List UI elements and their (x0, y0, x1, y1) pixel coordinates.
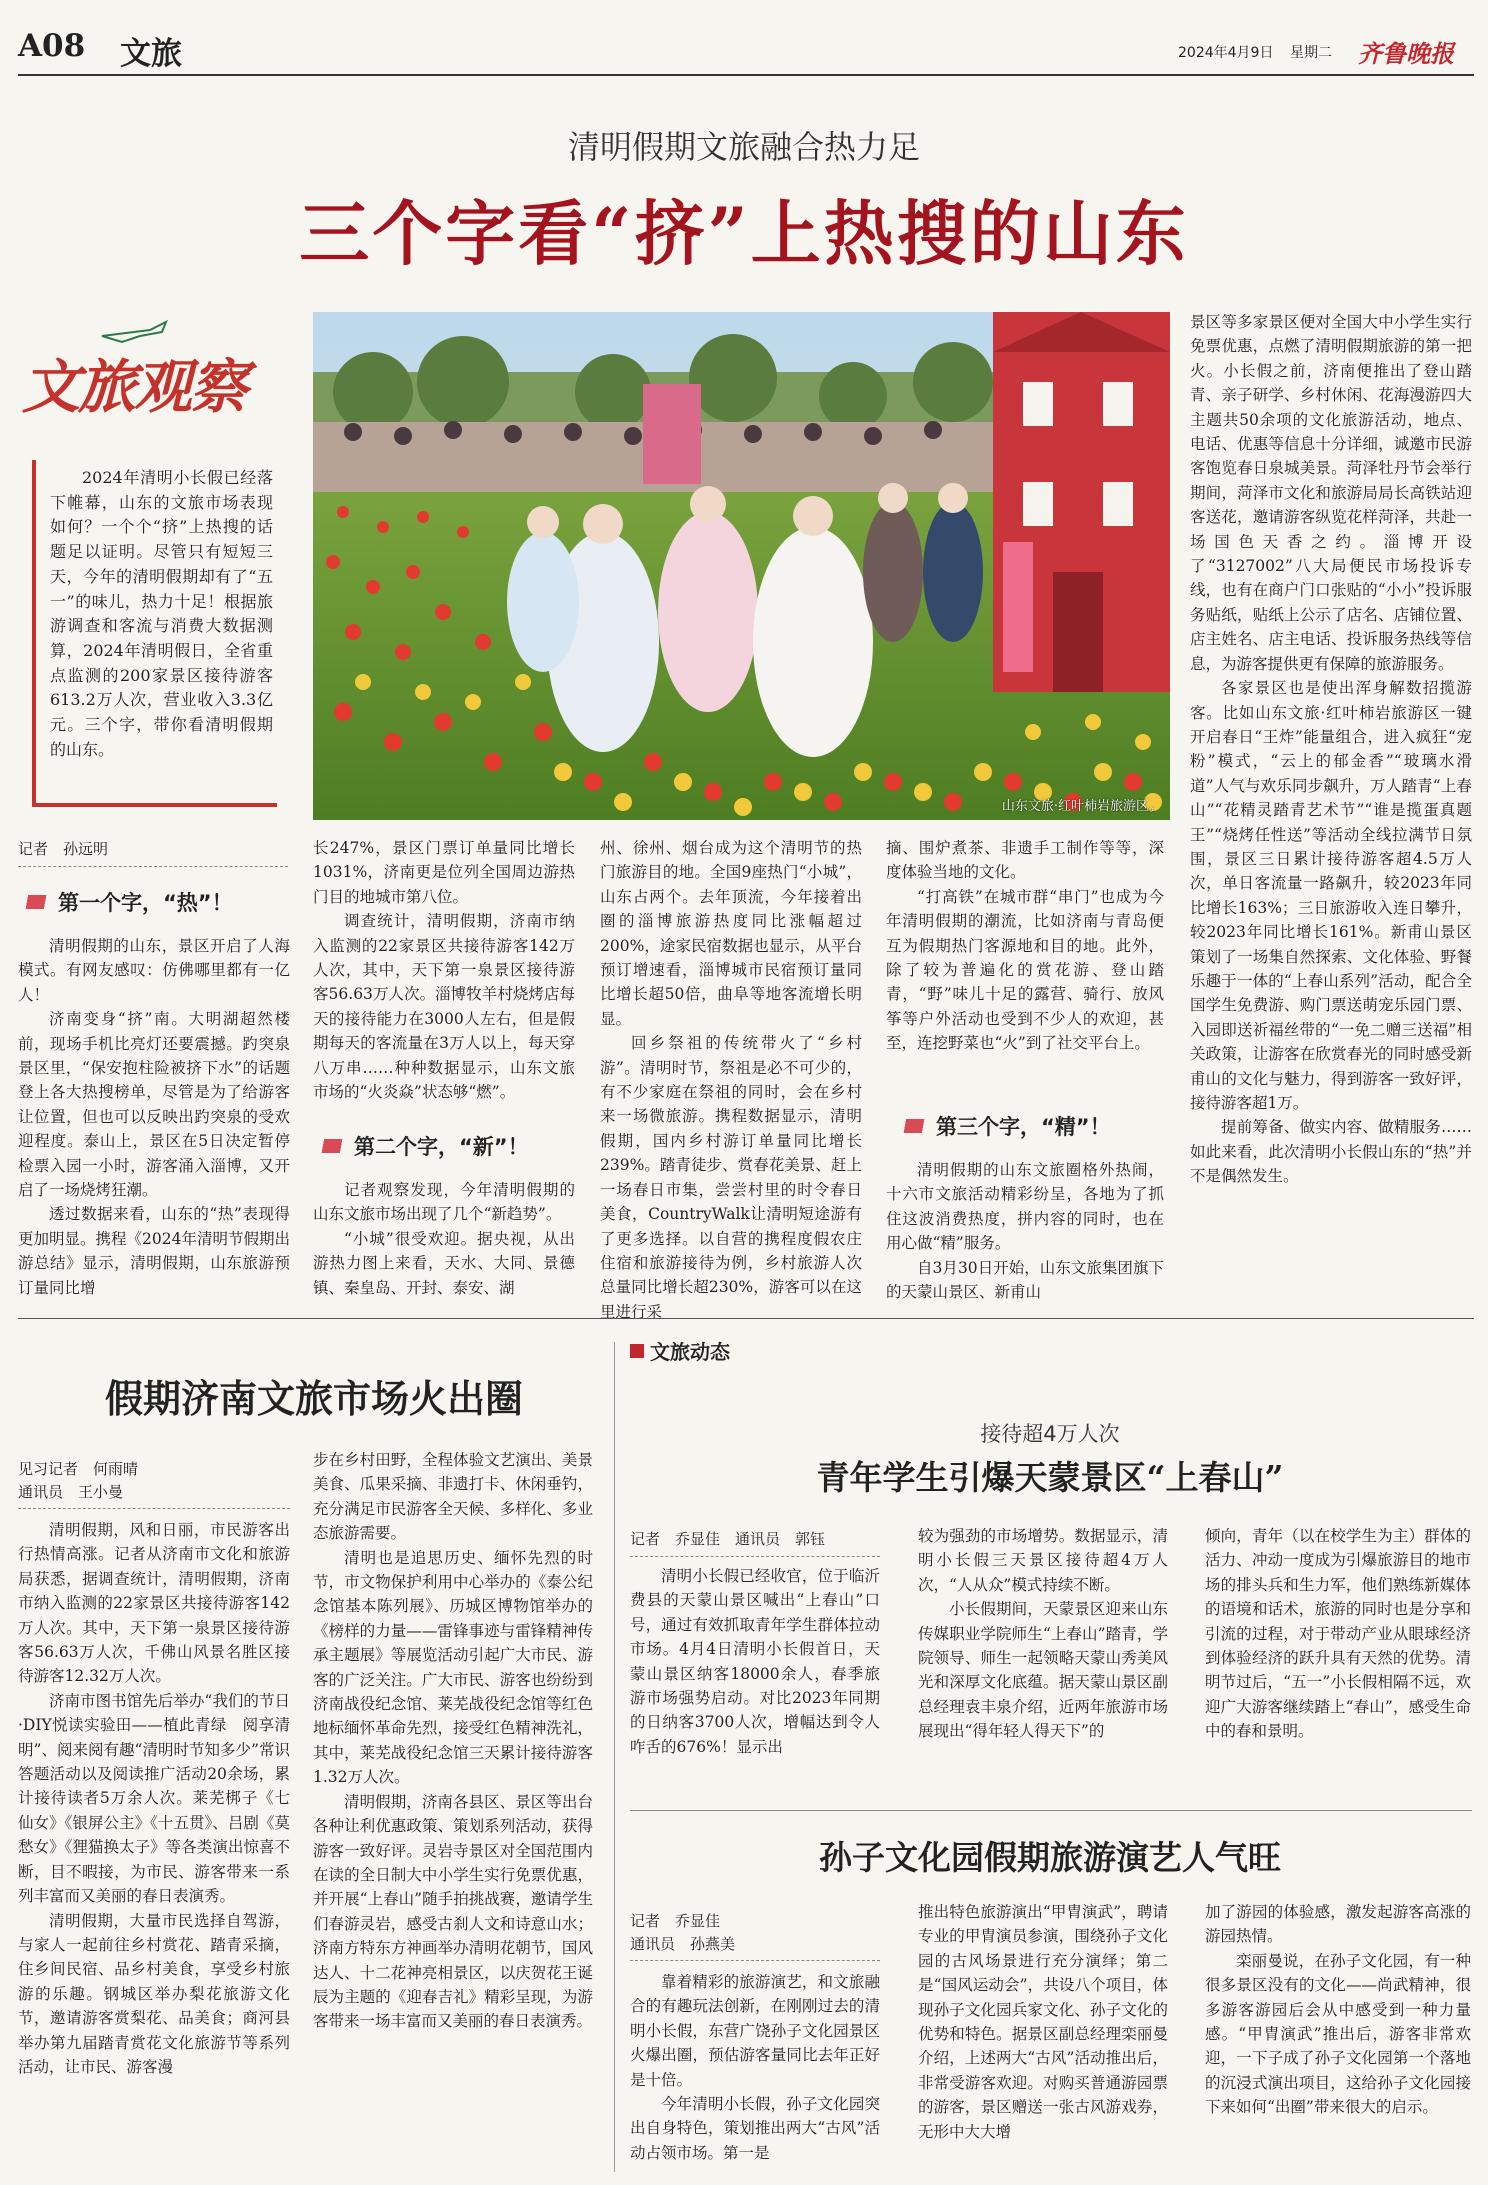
story2-col-1 (18, 1518, 290, 2174)
story2-byline-1: 见习记者 何雨晴 (18, 1460, 139, 1478)
story4-col-3 (1205, 1900, 1471, 2174)
intro-text: 2024年清明小长假已经落下帷幕，山东的文旅市场表现如何？一个个“挤”上热搜的话题足以证明。尽管只有短短三天，今年的清明假期却有了“五一”的味儿，热力十足！根据旅游调查和客流与消费大数据测算，2024年清明假日，全省重点监测的200家景区接待游客613.2万人次，营业收入3.3亿元。三个字，带你看清明假期的山东。 (50, 468, 273, 759)
lead-col-4 (886, 836, 1164, 1076)
lead-photo (313, 312, 1170, 820)
story3-bottom-rule (630, 1810, 1472, 1811)
story4-col-1 (630, 1970, 880, 2174)
column-divider (614, 1342, 615, 2172)
story2-col2-p1: 步在乡村田野，全程体验文艺演出、美景美食、瓜果采摘、非遗打卡、休闲垂钓，充分满足市民游客全天候、多样化、多业态旅游需要。 (313, 1451, 593, 1543)
issue-weekday: 星期二 (1290, 45, 1332, 61)
story4-byline-rule (630, 1960, 880, 1961)
lead-col1-p1: 清明假期的山东，景区开启了人海模式。有网友感叹：仿佛哪里都有一亿人！ (18, 937, 290, 1004)
story4-col1-p1: 靠着精彩的旅游演艺，和文旅融合的有趣玩法创新，在刚刚过去的清明小长假，东营广饶孙子文化园景区火爆出圈，预估游客量同比去年正好是十倍。 (630, 1973, 880, 2089)
lead-col4b-p2: 自3月30日开始，山东文旅集团旗下的天蒙山景区、新甫山 (886, 1258, 1164, 1302)
story3-col-2 (918, 1524, 1168, 1794)
news-section-label: 文旅动态 (630, 1336, 730, 1365)
story3-col-3 (1205, 1524, 1471, 1794)
byline-rule (18, 866, 288, 867)
story4-col2-p1: 推出特色旅游演出“甲胄演武”，聘请专业的甲胄演员参演，围绕孙子文化园的古风场景进行充分演绎；第二是“国风运动会”，共设八个项目，体现孙子文化园兵家文化、孙子文化的优势和特色。据景区副总经理栾丽曼介绍，上述两大“古风”活动推出后，非常受游客欢迎。对购买普通游园票的游客，景区赠送一张古风游戏券，无形中大大增 (918, 1903, 1168, 2141)
story2-headline: 假期济南文旅市场火出圈 (104, 1376, 523, 1421)
lead-col-2b (313, 1178, 575, 1296)
story4-byline-2: 通讯员 孙燕美 (630, 1935, 736, 1953)
lead-col5-p2: 各家景区也是使出浑身解数招揽游客。比如山东文旅·红叶柿岩旅游区一键开启春日“王炸”能量组合，进入疯狂“宠粉”模式，“云上的郁金香”“玻璃水滑道”人气与欢乐同步飙升，万人踏青“上春山”“花精灵踏青艺术节”“谁是揽蛋真题王”“烧烤任性送”等活动全线拉满节日氛围，景区三日累计接待游客超4.5万人次，单日客流量一路飙升，较2023年同比增长163%；三日旅游收入连日攀升，较2023年同比增长161%。新甫山景区策划了一场集自然探索、文化体验、野餐乐趣于一体的“上春山系列”活动，配合全国学生免费游、购门票送萌宠乐园门票、入园即送祈福丝带的“一免二赠三送福”相关政策，让游客在欣赏春光的同时感受新甫山的文化与魅力，得到游客一致好评，接待游客超1万。 (1190, 679, 1472, 1112)
section-marker-icon (900, 1119, 928, 1133)
story2-col1-p2: 济南市图书馆先后举办“我们的节日·DIY悦读实验田——植此青绿 阅享清明”、阅来阅有趣“清明时节知多少”常识答题活动以及阅读推广活动20余场，累计接待读者5万余人次。莱芜梆子《七仙女》《银屏公主》《十五贯》、吕剧《莫愁女》《狸猫换太子》等各类演出惊喜不断，目不暇接，为市民、游客带来一系列丰富而又美丽的春日表演秀。 (18, 1691, 290, 1906)
story2-col2-p3: 清明假期，济南各县区、景区等出台各种让利优惠政策、策划系列活动，获得游客一致好评。灵岩寺景区对全国范围内在读的全日制大中小学生实行免票优惠，并开展“上春山”随手拍挑战赛，邀请学生们春游灵岩，感受古刹人文和诗意山水；济南方特东方神画举办清明花朝节，国风达人、十二花神亮相景区，以庆贺花王诞辰为主题的《迎春吉礼》精彩呈现，为游客带来一场丰富而又美丽的春日表演秀。 (313, 1792, 593, 2031)
lead-col-1 (18, 934, 290, 1296)
story4-col3-p1: 加了游园的体验感，激发起游客高涨的游园热情。 (1205, 1903, 1471, 1946)
lead-col3-p2: 回乡祭祖的传统带火了“乡村游”。清明时节，祭祖是必不可少的，有不少家庭在祭祖的同时，会在乡村来一场微旅游。携程数据显示，清明假期，国内乡村游订单量同比增长239%。踏青徒步、赏春花美景、赶上一场春日市集，尝尝村里的时令春日美食，CountryWalk让清明短途游有了更多选择。以自营的携程度假农庄住宿和旅游接待为例，乡村旅游人次总量同比增长超230%，游客可以在这里进行采 (600, 1034, 862, 1321)
story3-col3-p1: 倾向，青年（以在校学生为主）群体的活力、冲动一度成为引爆旅游目的地市场的排头兵和生力军，他们熟练新媒体的语境和话术，旅游的同时也是分享和引流的过程，对于带动产业从眼球经济到体验经济的跃升具有天然的优势。清明节过后，“五一”小长假相隔不远，欢迎广大游客继续踏上“春山”，感受生命中的春和景明。 (1205, 1527, 1471, 1741)
section-marker-icon (22, 895, 50, 909)
story4-byline-1: 记者 乔显佳 (630, 1912, 721, 1930)
lead-col5-p1: 景区等多家景区便对全国大中小学生实行免票优惠，点燃了清明假期旅游的第一把火。小长假之前，济南便推出了登山踏青、亲子研学、乡村休闲、花海漫游四大主题共50余项的文化旅游活动，地点、电话、优惠等信息十分详细，诚邀市民游客饱览春日泉城美景。菏泽牡丹节会举行期间，菏泽市文化和旅游局局长高铁站迎客送花，邀请游客纵览花样菏泽，共赴一场国色天香之约。淄博开设了“3127002”八大局便民市场投诉专线，也有在商户门口张贴的“小小”投诉服务贴纸，贴纸上公示了店名、店铺位置、店主姓名、店主电话、投诉服务热线等信息，为游客提供更有保障的旅游服务。 (1190, 313, 1472, 673)
lead-col5-p3: 提前筹备、做实内容、做精服务……如此来看，此次清明小长假山东的“热”并不是偶然发生。 (1190, 1118, 1472, 1186)
lead-col2b-p1: 记者观察发现，今年清明假期的山东文旅市场出现了几个“新趋势”。 (313, 1181, 575, 1224)
story2-byline-2: 通讯员 王小曼 (18, 1483, 124, 1501)
section1-heading: 第一个字，“热”！ (22, 882, 233, 922)
lead-col1-p2: 济南变身“挤”南。大明湖超然楼前，现场手机比亮灯还要震撼。趵突泉景区里，“保安抱柱险被挤下水”的话题登上各大热搜榜单，尽管是为了给游客让位置，但也可以反映出趵突泉的受欢迎程度。泰山上，景区在5日决定暂停检票入园一小时，游客涌入淄博，又开启了一场烧烤狂潮。 (18, 1010, 290, 1200)
lead-col2-p1: 长247%，景区门票订单量同比增长1031%，济南更是位列全国周边游热门目的地城市第八位。 (313, 839, 575, 906)
lead-col4b-p1: 清明假期的山东文旅圈格外热闹，十六市文旅活动精彩纷呈，各地为了抓住这波消费热度，拼内容的同时，也在用心做“精”服务。 (886, 1161, 1164, 1253)
story3-col1-p1: 清明小长假已经收官，位于临沂费县的天蒙山景区喊出“上春山”口号，通过有效抓取青年学生群体拉动市场。4月4日清明小长假首日，天蒙山景区纳客18000余人，春季旅游市场强势启动。对比2023年同期的日纳客3700人次，增幅达到令人咋舌的676%！显示出 (630, 1567, 880, 1756)
story4-col1-p2: 今年清明小长假，孙子文化园突出自身特色，策划推出两大“古风”活动占领市场。第一是 (630, 2095, 880, 2162)
lead-col4-p1: 摘、围炉煮茶、非遗手工制作等等，深度体验当地的文化。 (886, 839, 1164, 882)
page-header (18, 22, 1474, 72)
lead-col-2 (313, 836, 575, 1104)
intro-box (32, 460, 277, 807)
masthead-logo: 齐鲁晚报 (1358, 39, 1454, 68)
story2-byline-rule (18, 1508, 290, 1509)
lead-byline: 记者 孙远明 (18, 840, 109, 858)
story3-headline: 青年学生引爆天蒙景区“上春山” (816, 1458, 1284, 1497)
story2-col-2 (313, 1448, 593, 2174)
lead-col1-p3: 透过数据来看，山东的“热”表现得更加明显。携程《2024年清明节假期出游总结》显示，清明假期，山东旅游预订量同比增 (18, 1205, 290, 1297)
lead-col2-p2: 调查统计，清明假期，济南市纳入监测的22家景区共接待游客142万人次，其中，天下第一泉景区接待游客56.63万人次。淄博牧羊村烧烤店每天的接待能力在3000人左右，但是假期每天的客流量在3万人以上，每天穿八万串……种种数据显示，山东文旅市场的“火炎焱”状态够“燃”。 (313, 912, 575, 1102)
lead-col-3 (600, 836, 862, 1321)
lead-headline: 三个字看“挤”上热搜的山东 (299, 192, 1189, 275)
section2-heading: 第二个字，“新”！ (318, 1126, 529, 1166)
page-code: A08 (18, 28, 86, 64)
section-square-icon (630, 1344, 644, 1358)
section3-heading: 第三个字，“精”！ (900, 1106, 1111, 1146)
story4-col3-p2: 栾丽曼说，在孙子文化园，有一种很多景区没有的文化——尚武精神，很多游客游园后会从中感受到一种力量感。“甲胄演武”推出后，游客非常欢迎，一下子成了孙子文化园第一个落地的沉浸式演出项目，这给孙子文化园接下来如何“出圈”带来很大的启示。 (1205, 1951, 1471, 2117)
story3-byline-rule (630, 1556, 880, 1557)
story4-col-2 (918, 1900, 1168, 2174)
story4-headline: 孙子文化园假期旅游演艺人气旺 (819, 1838, 1281, 1877)
lead-col3-p1: 州、徐州、烟台成为这个清明节的热门旅游目的地。全国9座热门“小城”，山东占两个。去年顶流，今年接着出圈的淄博旅游热度同比涨幅超过200%，途家民宿数据也显示，从平台预订增速看，淄博城市民宿预订量同比增长超50倍，曲阜等地客流增长明显。 (600, 839, 862, 1028)
column-badge-text: 文旅观察 (22, 353, 247, 421)
header-rule (18, 74, 1474, 76)
story3-col2-p1: 较为强劲的市场增势。数据显示，清明小长假三天景区接待超4万人次，“人从众”模式持续不断。 (918, 1527, 1168, 1594)
issue-date: 2024年4月9日 (1178, 45, 1274, 61)
story3-col-1 (630, 1564, 880, 1794)
story3-byline: 记者 乔显佳 通讯员 郭钰 (630, 1530, 826, 1548)
story3-col2-p2: 小长假期间，天蒙景区迎来山东传媒职业学院师生“上春山”踏青，学院领导、师生一起领略天蒙山秀美风光和深厚文化底蕴。据天蒙山景区副总经理袁丰泉介绍，近两年旅游市场展现出“得年轻人得天下”的 (918, 1600, 1168, 1741)
story2-col1-p3: 清明假期，大量市民选择自驾游，与家人一起前往乡村赏花、踏青采摘，住乡间民宿、品乡村美食，享受乡村旅游的乐趣。钢城区举办梨花旅游文化节，邀请游客赏梨花、品美食；商河县举办第九届踏青赏花文化旅游节等系列活动，让市民、游客漫 (18, 1911, 290, 2076)
lead-col4-p2: “打高铁”在城市群“串门”也成为今年清明假期的潮流，比如济南与青岛便互为假期热门客源地和目的地。此外，除了较为普遍化的赏花游、登山踏青，“野”味儿十足的露营、骑行、放风筝等户外活动也受到不少人的欢迎，甚至，连挖野菜也“火”到了社交平台上。 (886, 887, 1164, 1053)
lead-kicker: 清明假期文旅融合热力足 (567, 128, 920, 166)
story3-kicker: 接待超4万人次 (980, 1422, 1120, 1446)
lead-col-4b (886, 1158, 1164, 1302)
column-badge (22, 318, 280, 421)
section-marker-icon (318, 1139, 346, 1153)
story2-col1-p1: 清明假期，风和日丽，市民游客出行热情高涨。记者从济南市文化和旅游局获悉，据调查统计，清明假期，济南市纳入监测的22家景区共接待游客142万人次。其中，天下第一泉景区接待游客56.63万人次，千佛山风景名胜区接待游客12.32万人次。 (18, 1521, 290, 1686)
lead-bottom-rule (18, 1318, 1474, 1319)
lead-col-5 (1190, 310, 1472, 1296)
story2-col2-p2: 清明也是追思历史、缅怀先烈的时节，市文物保护利用中心举办的《泰公纪念馆基本陈列展》、历城区博物馆举办的《榜样的力量——雷锋事迹与雷锋精神传承主题展》等展览活动引起广大市民、游客的广泛关注。广大市民、游客也纷纷到济南战役纪念馆、莱芜战役纪念馆等红色地标缅怀革命先烈，接受红色精神洗礼，其中，莱芜战役纪念馆三天累计接待游客1.32万人次。 (313, 1548, 593, 1787)
lead-col2b-p2: “小城”很受欢迎。据央视，从出游热力图上来看，天水、大同、景德镇、秦皇岛、开封、泰安、湖 (313, 1229, 575, 1297)
photo-caption: 山东文旅·红叶柿岩旅游区。 (1001, 799, 1162, 814)
section-name: 文旅 (120, 36, 182, 72)
